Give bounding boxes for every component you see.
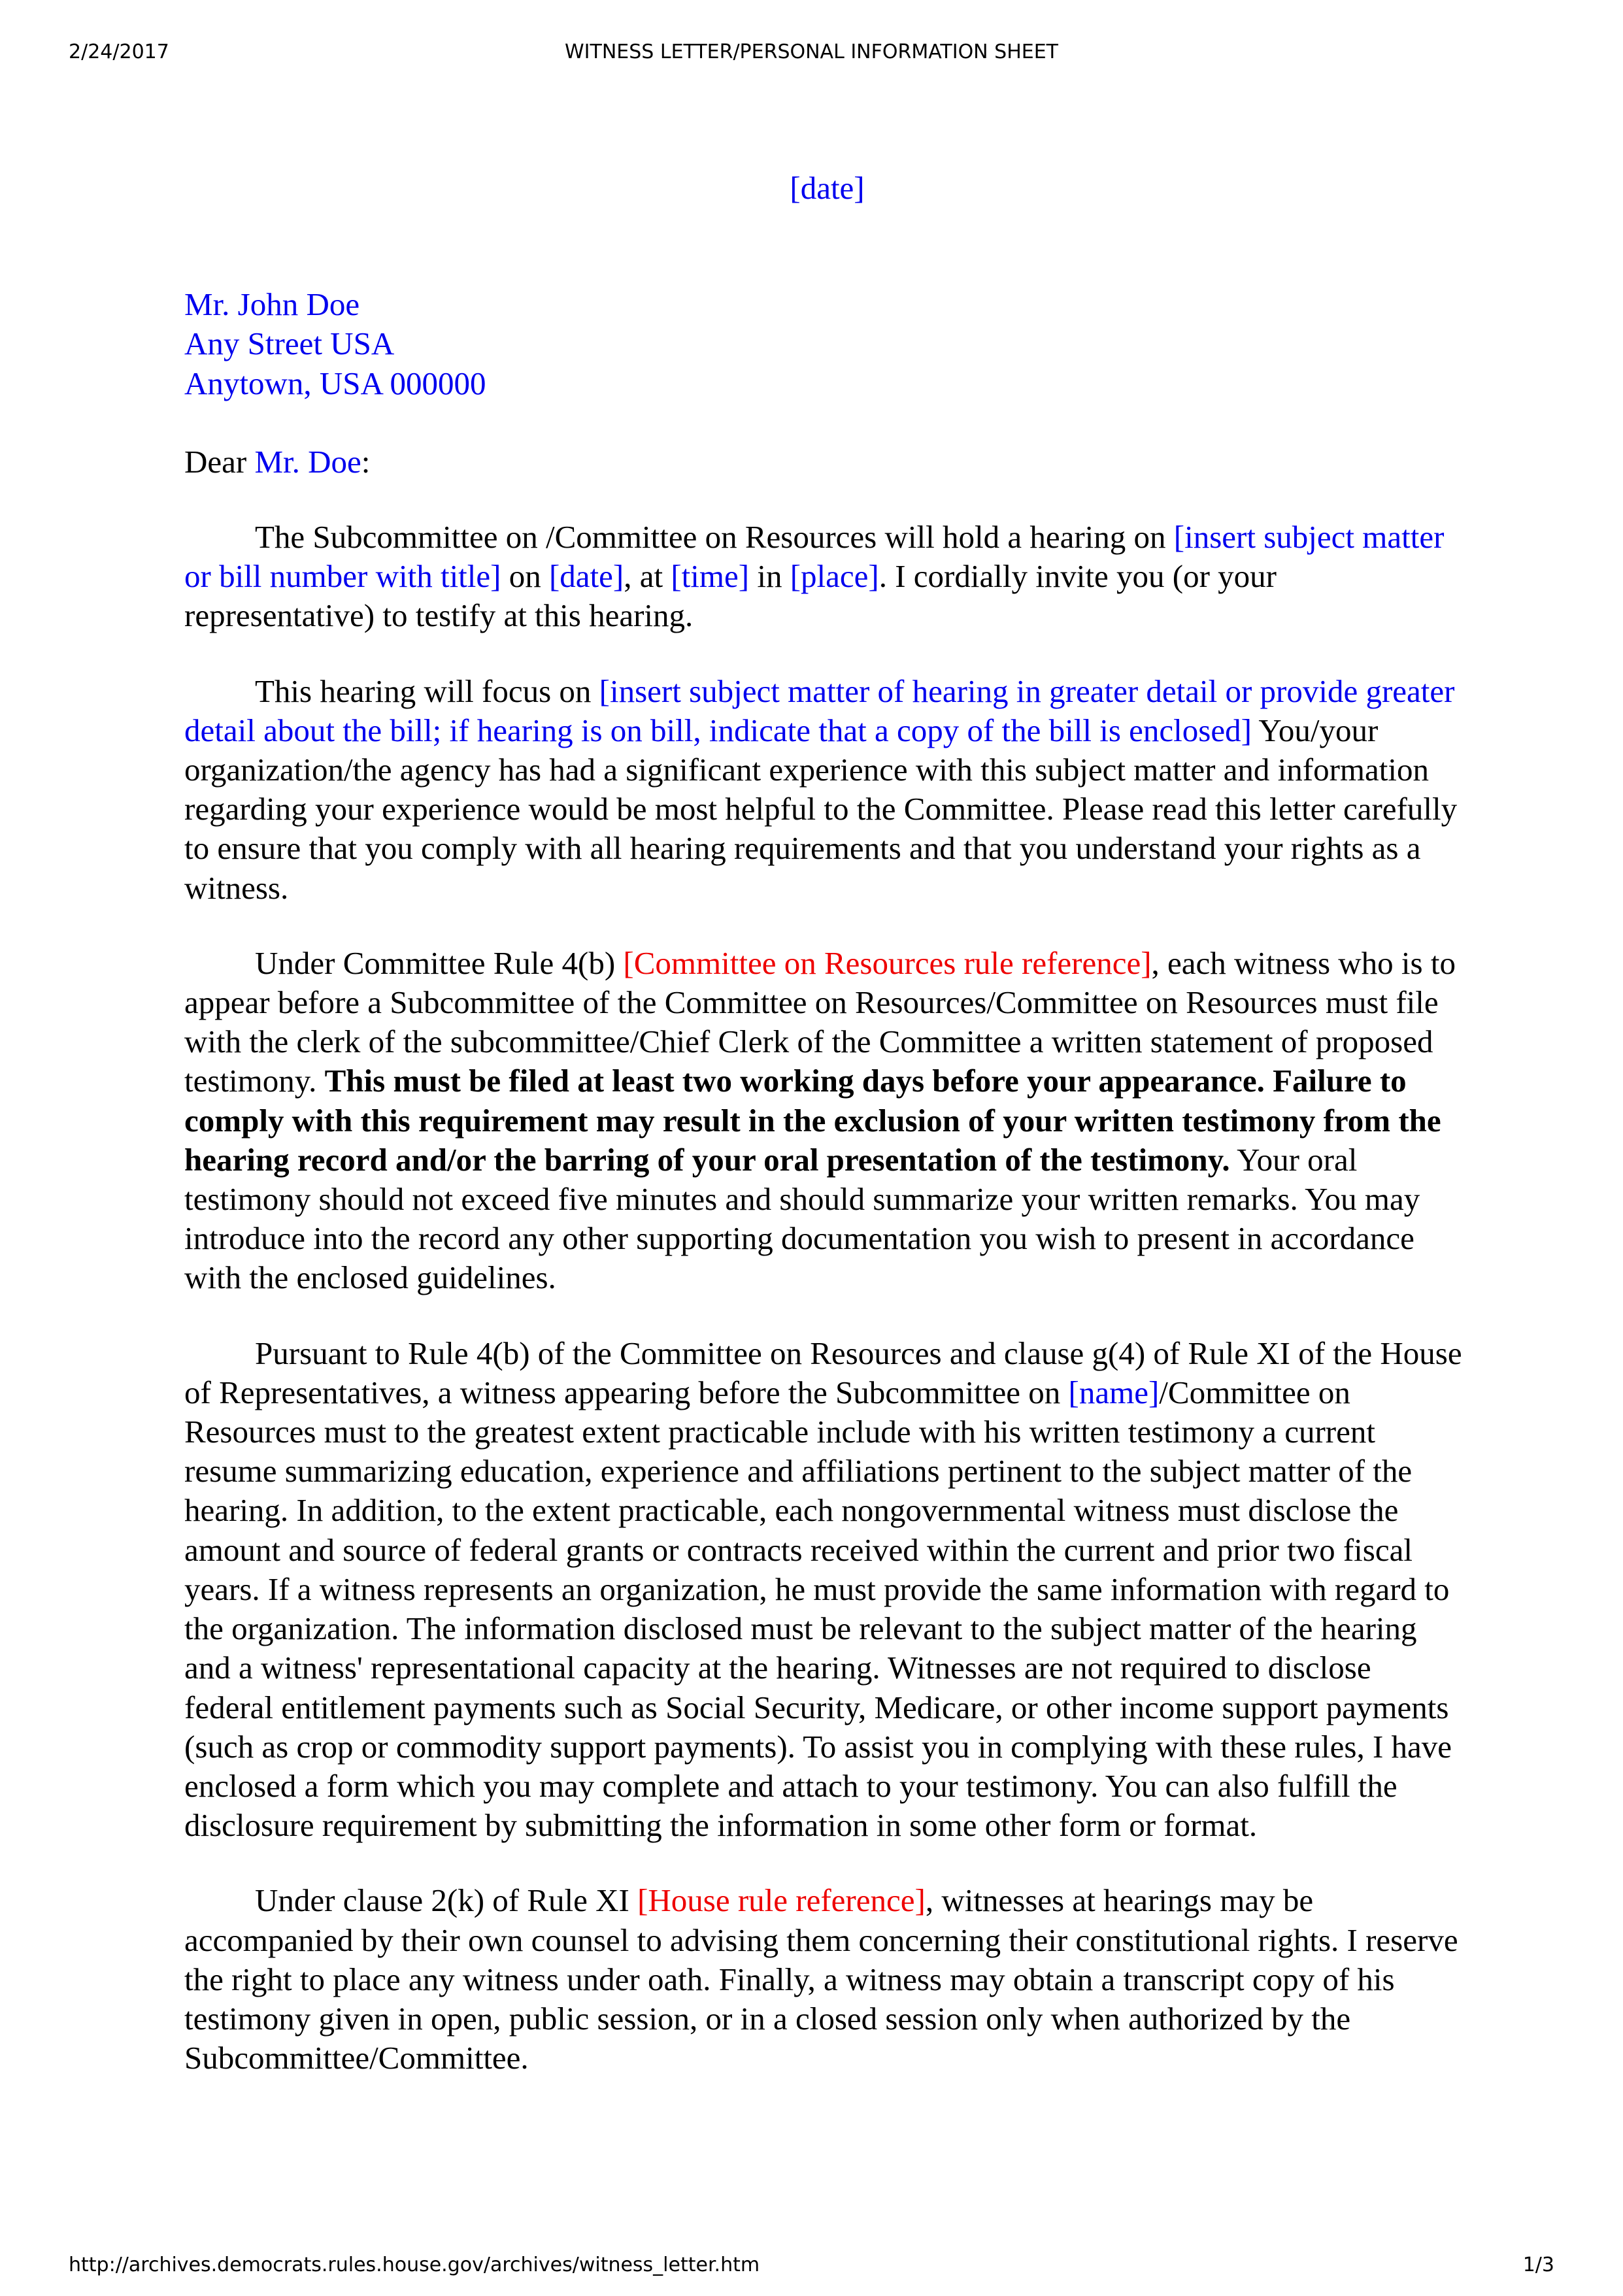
p3-bold-warning: This must be filed at least two working days before your appearance. Failure to comply with this requirement may result in the exclusion of your written testimony from the hearing record and/or the barring of your oral presentation of the testimony. [184, 1063, 1441, 1178]
print-header-date: 2/24/2017 [69, 41, 169, 63]
recipient-address [184, 285, 1465, 403]
p1-placeholder-place: [place] [790, 558, 879, 595]
p5-text-c: , witnesses at hearings may be accompanied by their own counsel to advising them concerning their constitutional rights. I reserve the right to place any witness under oath. Finally, a witness may obtain a transcript copy of his testimony given in open, public session, or in a closed session only when authorized by the Subcommittee/Committee. [184, 1882, 1458, 2076]
p5-rule-reference: [House rule reference] [637, 1882, 926, 1919]
p3-text-a: Under Committee Rule 4(b) [255, 944, 624, 981]
paragraph-disclosure-requirements [184, 1334, 1465, 1846]
p1-text-a: The Subcommittee on /Committee on Resources will hold a hearing on [255, 519, 1174, 556]
print-header [0, 41, 1623, 67]
salutation-suffix: : [361, 443, 371, 480]
print-footer-url: http://archives.democrats.rules.house.gov/archives/witness_letter.htm [69, 2254, 760, 2276]
address-line-name: Mr. John Doe [184, 286, 360, 323]
p5-text-a: Under clause 2(k) of Rule XI [255, 1882, 638, 1919]
paragraph-counsel-rights [184, 1881, 1465, 2078]
salutation-prefix: Dear [184, 443, 255, 480]
letter-body [184, 169, 1465, 2078]
p4-placeholder-name: [name] [1068, 1374, 1160, 1410]
p3-rule-reference: [Committee on Resources rule reference] [623, 944, 1152, 981]
p1-text-c: on [501, 558, 549, 595]
paragraph-hearing-invitation [184, 518, 1465, 636]
p2-text-c: You/your organization/the agency has had a significant experience with this subject matter and information regarding your experience would be most helpful to the Committee. Please read this letter carefully to ensure that you comply with all hearing requirements and that you understand your rights as a witness. [184, 712, 1458, 906]
p1-text-e: , at [624, 558, 671, 595]
salutation-name: Mr. Doe [254, 443, 361, 480]
letter-date-placeholder: [date] [790, 170, 865, 206]
p1-placeholder-subject: [insert subject matter or bill number with title] [184, 519, 1445, 595]
p1-text-i: . I cordially invite you (or your representative) to testify at this hearing. [184, 558, 1277, 634]
p4-text-c: /Committee on Resources must to the greatest extent practicable include with his written testimony a current resume summarizing education, experience and affiliations pertinent to the subject matter of the hearing. In addition, to the extent practicable, each nongovernmental witness must disclose the amount and source of federal grants or contracts received within the current and prior two fiscal years. If a witness represents an organization, he must provide the same information with regard to the organization. The information disclosed must be relevant to the subject matter of the hearing and a witness' representational capacity at the hearing. Witnesses are not required to disclose federal entitlement payments such as Social Security, Medicare, or other income support payments (such as crop or commodity support payments). To assist you in complying with these rules, I have enclosed a form which you may complete and attach to your testimony. You can also fulfill the disclosure requirement by submitting the information in some other form or format. [184, 1374, 1452, 1844]
paragraph-written-statement-rule [184, 944, 1465, 1298]
p2-text-a: This hearing will focus on [255, 673, 599, 709]
p4-text-a: Pursuant to Rule 4(b) of the Committee on Resources and clause g(4) of Rule XI of the House of Representatives, a witness appearing before the Subcommittee on [184, 1335, 1462, 1410]
address-line-city: Anytown, USA 000000 [184, 365, 486, 401]
p2-placeholder-focus: [insert subject matter of hearing in greater detail or provide greater detail about the bill; if hearing is on bill, indicate that a copy of the bill is enclosed] [184, 673, 1455, 748]
print-header-title: WITNESS LETTER/PERSONAL INFORMATION SHEET [565, 41, 1058, 63]
p3-text-c: , each witness who is to appear before a Subcommittee of the Committee on Resources/Committee on Resources must file with the clerk of the subcommittee/Chief Clerk of the Committee a written statement of proposed testimony. [184, 944, 1456, 1099]
p1-placeholder-time: [time] [671, 558, 750, 595]
p3-text-e: Your oral testimony should not exceed five minutes and should summarize your written remarks. You may introduce into the record any other supporting documentation you wish to present in accordance with the enclosed guidelines. [184, 1141, 1420, 1296]
address-line-street: Any Street USA [184, 325, 395, 362]
print-footer-page-number: 1/3 [1522, 2254, 1554, 2276]
paragraph-hearing-focus [184, 672, 1465, 908]
p1-text-g: in [749, 558, 790, 595]
print-footer [0, 2254, 1623, 2280]
p1-placeholder-date: [date] [548, 558, 624, 595]
salutation [184, 442, 1465, 482]
